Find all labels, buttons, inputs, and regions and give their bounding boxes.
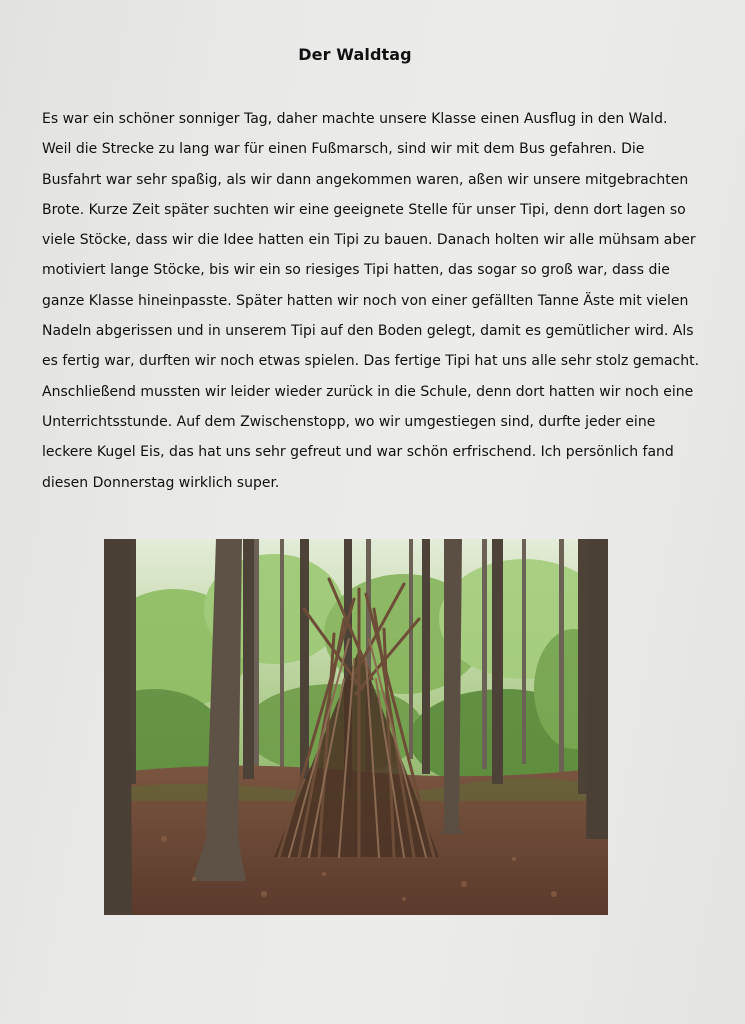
text-line: Anschließend mussten wir leider wieder zurück in die Schule, denn dort hatten wir noch eine [42, 383, 694, 400]
text-line: motiviert lange Stöcke, bis wir ein so riesiges Tipi hatten, das sogar so groß war, dass die [42, 262, 670, 279]
text-line: Nadeln abgerissen und in unserem Tipi auf den Boden gelegt, damit es gemütlicher wird. Als [42, 323, 694, 340]
text-line: Es war ein schöner sonniger Tag, daher machte unsere Klasse einen Ausflug in den Wald. [42, 111, 668, 127]
text-line: Brote. Kurze Zeit später suchten wir eine geeignete Stelle für unser Tipi, denn dort lagen so [42, 201, 686, 218]
text-line: Weil die Strecke zu lang war für einen Fußmarsch, sind wir mit dem Bus gefahren. Die [42, 141, 645, 158]
text-line: es fertig war, durften wir noch etwas spielen. Das fertige Tipi hat uns alle sehr stolz gemacht. [42, 353, 700, 370]
text-line: Busfahrt war sehr spaßig, als wir dann angekommen waren, aßen wir unsere mitgebrachten [42, 171, 689, 188]
document-title: Der Waldtag [298, 45, 412, 64]
document-body [42, 104, 700, 498]
text-line: viele Stöcke, dass wir die Idee hatten ein Tipi zu bauen. Danach holten wir alle mühsam aber [42, 232, 696, 249]
forest-tipi-illustration [104, 539, 608, 915]
text-line: Unterrichtsstunde. Auf dem Zwischenstopp, wo wir umgestiegen sind, durfte jeder eine [42, 413, 656, 430]
forest-tipi-photo [104, 539, 608, 915]
text-line: ganze Klasse hineinpasste. Später hatten wir noch von einer gefällten Tanne Äste mit vielen [42, 292, 689, 309]
text-line: leckere Kugel Eis, das hat uns sehr gefreut und war schön erfrischend. Ich persönlich fand [42, 444, 674, 461]
text-line: diesen Donnerstag wirklich super. [42, 474, 280, 491]
